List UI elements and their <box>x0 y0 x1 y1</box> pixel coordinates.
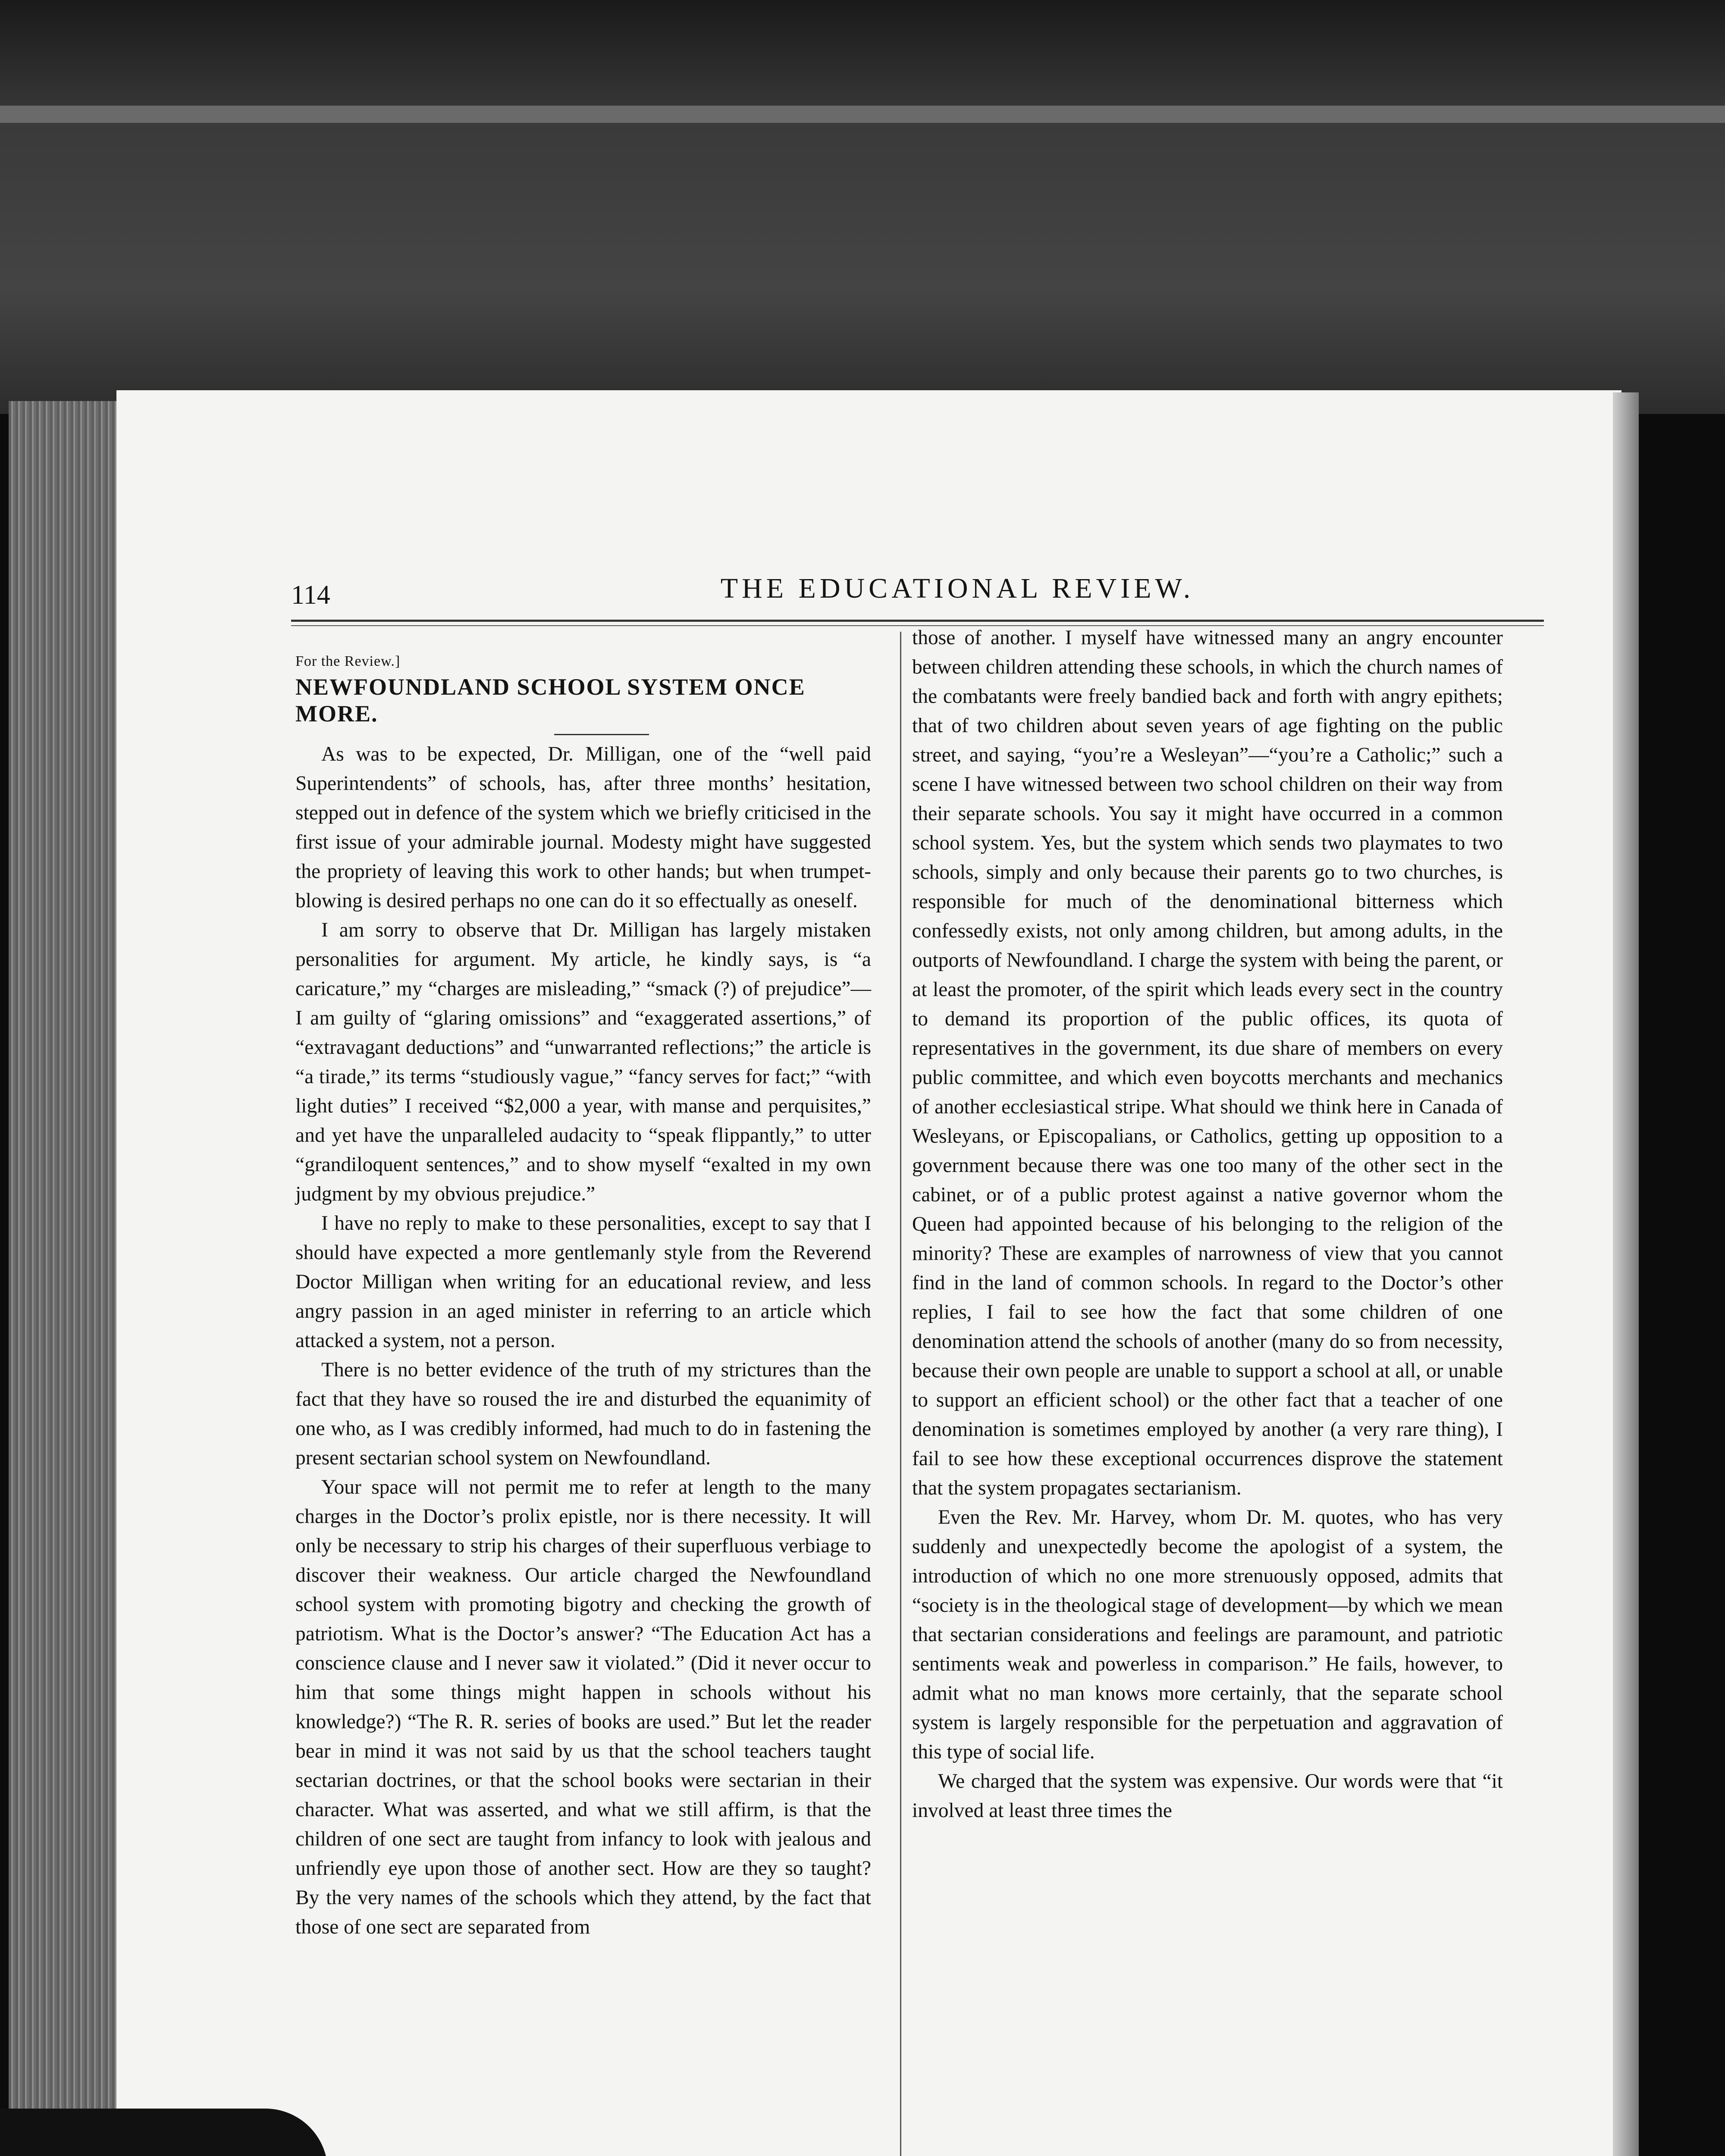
paragraph: There is no better evidence of the truth of my strictures than the fact that they have so roused the ire and disturbed the equanimity of one who, as I was credibly informed, had much to do in fastening the present sectarian school system on Newfoundland. <box>295 1359 871 1469</box>
scanner-shadow-top <box>0 0 1725 414</box>
paragraph: those of another. I myself have witnessed many an angry encounter between children attending these schools, in which the church names of the combatants were freely bandied back and forth with angry epithets; that of two children about seven years of age fighting on the public street, and saying, “you’re a Wesleyan”—“you’re a Catholic;” such a scene I have witnessed between two school children on their way from their separate schools. You say it might have occurred in a common school system. Yes, but the system which sends two playmates to two schools, simply and only because their parents go to two churches, is responsible for much of the denominational bitterness which confessedly exists, not only among children, but among adults, in the outports of Newfoundland. I charge the system with being the parent, or at least the promoter, of the spirit which leads every sect in the country to demand its proportion of the public offices, its quota of representatives in the government, its due share of members on every public committee, and which even boycotts merchants and mechanics of another ecclesiastical stripe. What should we think here in Canada of Wesleyans, or Episcopalians, or Catholics, getting up opposition to a government because there was one too many of the other sect in the cabinet, or of a public protest against a native governor whom the Queen had appointed because of his belonging to the religion of the minority? These are examples of narrowness of view that you cannot find in the land of common schools. In regard to the Doctor’s other replies, I fail to see how the fact that some children of one denomination attend the schools of another (many do so from necessity, because their own people are unable to support a school at all, or unable to support an efficient school) or the other fact that a teacher of one denomination is sometimes employed by another (a very rare thing), I fail to see how these exceptional occurrences disprove the statement that the system propagates sectarianism. <box>912 627 1503 1499</box>
source-note: For the Review.] <box>295 653 401 669</box>
header-rule <box>291 620 1544 622</box>
paragraph: Your space will not permit me to refer at length to the many charges in the Doctor’s prolix epistle, nor is there necessity. It will only be necessary to strip his charges of their superfluous verbiage to discover their weakness. Our article charged the Newfoundland school system with promoting bigotry and checking the growth of patriotism. What is the Doctor’s answer? “The Education Act has a conscience clause and I never saw it violated.” (Did it never occur to him that some things might happen in schools without his knowledge?) “The R. R. series of books are used.” But let the reader bear in mind it was not said by us that the school teachers taught sectarian doctrines, or that the school books were sectarian in their character. What was asserted, and what we still affirm, is that the children of one sect are taught from infancy to look with jealous and unfriendly eye upon those of another sect. How are they so taught? By the very names of the schools which they attend, by the fact that those of one sect are separated from <box>295 1476 871 1938</box>
book-page <box>116 390 1622 2156</box>
paragraph: I have no reply to make to these personalities, except to say that I should have expected a more gentlemanly style from the Reverend Doctor Milligan when writing for an educational review, and less angry passion in an aged minister in referring to an article which attacked a system, not a person. <box>295 1212 871 1352</box>
paragraph: Even the Rev. Mr. Harvey, whom Dr. M. quotes, who has very suddenly and unexpectedly become the apologist of a system, the introduction of which no one more strenuously opposed, admits that “society is in the theological stage of development—by which we mean that sectarian considerations and feelings are paramount, and patriotic sentiments weak and powerless in comparison.” He fails, however, to admit what no man knows more certainly, that the separate school system is largely responsible for the perpetuation and aggravation of this type of social life. <box>912 1506 1503 1763</box>
page-fold-shadow <box>1613 392 1639 2156</box>
paragraph: We charged that the system was expensive. Our words were that “it involved at least three times the <box>912 1770 1503 1822</box>
scanner-edge <box>0 106 1725 123</box>
column-divider <box>900 632 901 2156</box>
thumb-shadow <box>0 2109 328 2156</box>
book-page-edges <box>9 401 121 2156</box>
paragraph: I am sorry to observe that Dr. Milligan has largely mistaken personalities for argument. My article, he kindly says, is “a caricature,” my “charges are misleading,” “smack (?) of prejudice”—I am guilty of “glaring omissions” and “exaggerated assertions,” of “extravagant deductions” and “unwarranted reflections;” the article is “a tirade,” its terms “studiously vague,” “fancy serves for fact;” “with light duties” I received “$2,000 a year, with manse and perquisites,” and yet have the unparalleled audacity to “speak flippantly,” to utter “grandiloquent sentences,” and to show myself “exalted in my own judgment by my obvious prejudice.” <box>295 919 871 1205</box>
left-column <box>295 651 871 1942</box>
title-rule <box>554 734 649 735</box>
running-head: THE EDUCATIONAL REVIEW. <box>720 573 1195 604</box>
article-title: NEWFOUNDLAND SCHOOL SYSTEM ONCE MORE. <box>295 674 806 727</box>
right-column <box>912 623 1503 1825</box>
page-number: 114 <box>291 580 330 610</box>
paragraph: As was to be expected, Dr. Milligan, one of the “well paid Superintendents” of schools, has, after three months’ hesitation, stepped out in defence of the system which we briefly criticised in the first issue of your admirable journal. Modesty might have suggested the propriety of leaving this work to other hands; but when trumpet-blowing is desired perhaps no one can do it so effectually as oneself. <box>295 743 871 912</box>
